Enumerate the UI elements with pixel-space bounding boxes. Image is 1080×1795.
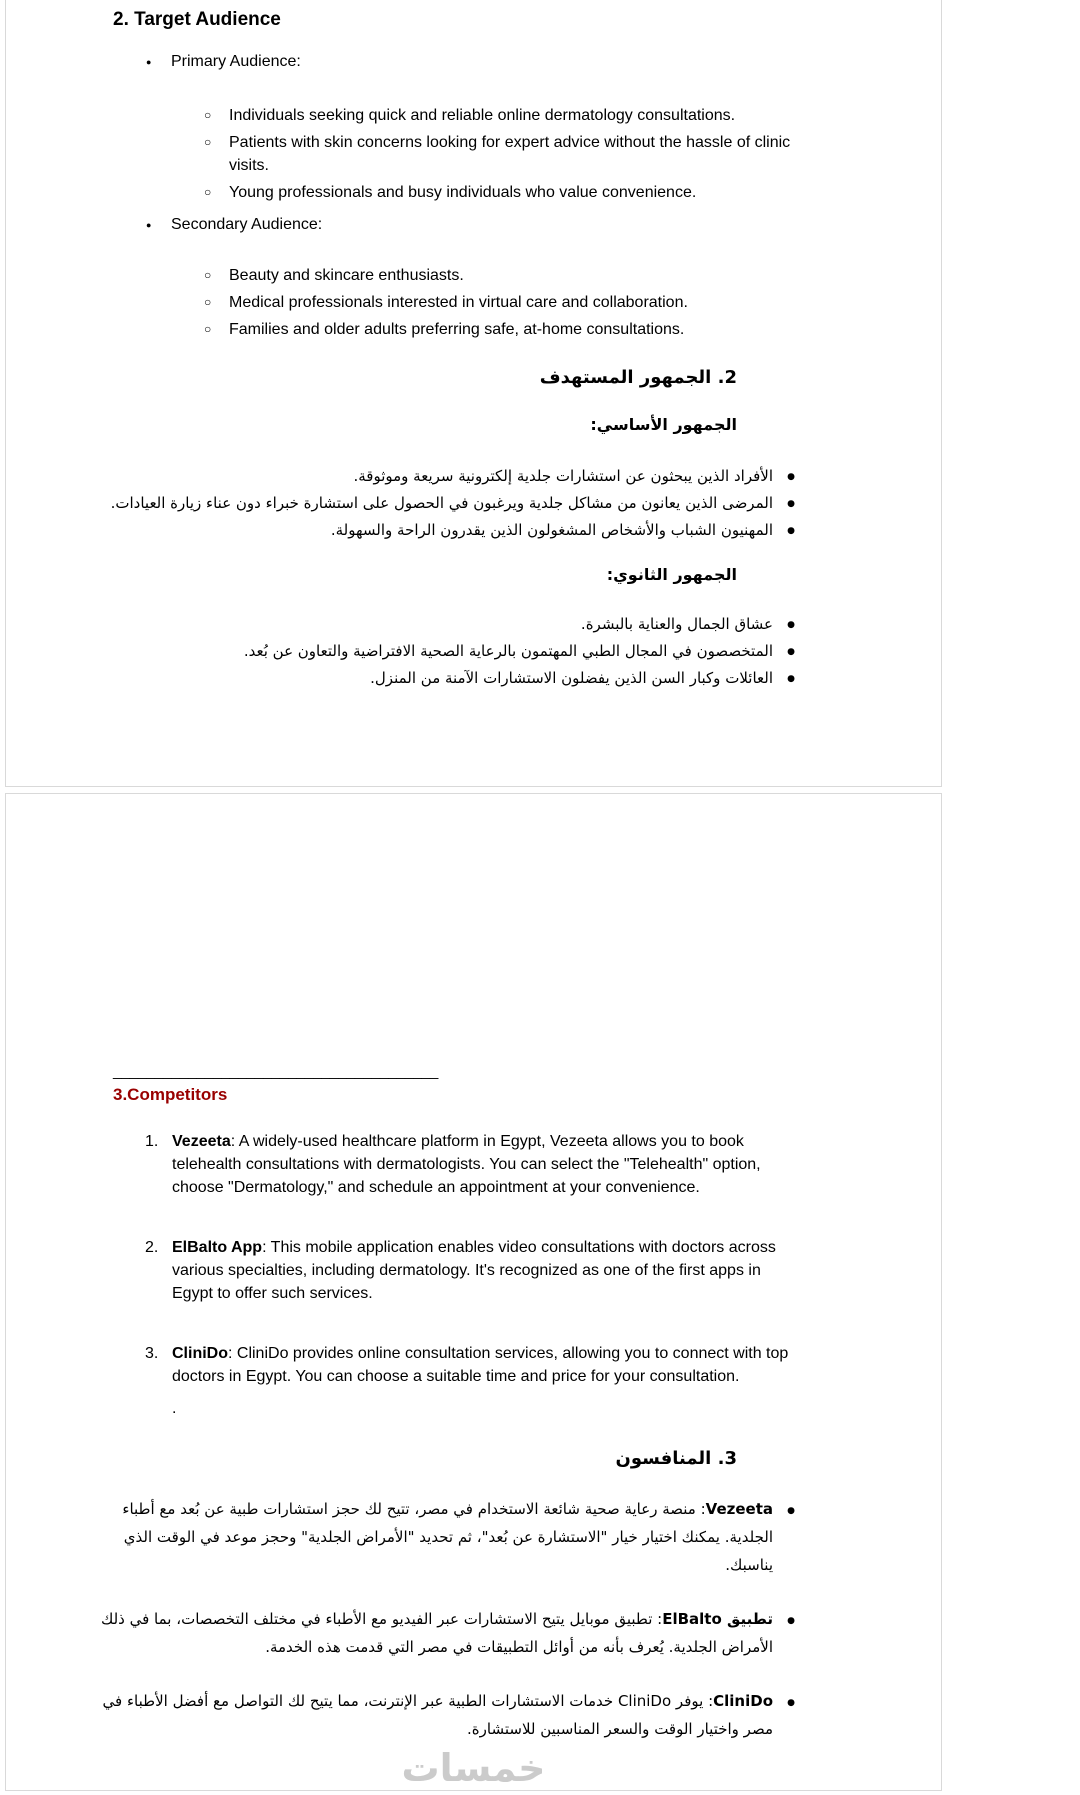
list-number: 1. xyxy=(145,1133,159,1150)
document-page-1 xyxy=(5,0,942,787)
competitors-list-ar xyxy=(96,1495,797,1743)
competitor-text xyxy=(172,1342,801,1420)
list-number: 2. xyxy=(145,1239,159,1256)
competitor-item-ar xyxy=(96,1687,797,1743)
list-number: 3. xyxy=(145,1345,159,1362)
competitor-item xyxy=(145,1236,801,1305)
competitor-name-ar: CliniDo xyxy=(713,1692,773,1710)
primary-audience-sublist xyxy=(204,104,811,204)
section-divider-line: _______________________________________ xyxy=(113,1063,439,1080)
competitor-desc-ar: : منصة رعاية صحية شائعة الاستخدام في مصر، تتيح لك حجز استشارات طبية عن بُعد مع أطباء الجلدية. يمكنك اختيار خيار "الاستشارة عن بُعد"، ثم تحديد "الأمراض الجلدية" وحجز موعد في الوقت الذي يناسبك. xyxy=(122,1500,773,1574)
audience-item: ○ Medical professionals interested in virtual care and collaboration. xyxy=(204,291,811,314)
secondary-audience-sublist xyxy=(204,264,811,341)
document-page-2 xyxy=(5,793,942,1791)
secondary-audience-list-ar xyxy=(106,611,797,692)
competitor-item xyxy=(145,1342,801,1420)
competitor-desc: : This mobile application enables video consultations with doctors across various specialties, including dermatology. It's recognized as one of the first apps in Egypt to offer such services. xyxy=(172,1239,776,1302)
audience-item: ○ Patients with skin concerns looking for expert advice without the hassle of clinic visits. xyxy=(204,131,811,177)
secondary-audience-label-ar: الجمهور الثانوي: xyxy=(606,565,737,584)
target-audience-heading: 2. Target Audience xyxy=(113,9,281,30)
audience-item: ○ Beauty and skincare enthusiasts. xyxy=(204,264,811,287)
competitor-name-ar: Vezeeta xyxy=(705,1500,773,1518)
competitor-desc-ar: : يوفر CliniDo خدمات الاستشارات الطبية عبر الإنترنت، مما يتيح لك التواصل مع أفضل الأطباء في مصر واختيار الوقت والسعر المناسبين للاستشارة. xyxy=(102,1692,773,1738)
competitor-desc: : CliniDo provides online consultation services, allowing you to connect with top doctors in Egypt. You can choose a suitable time and price for your consultation. xyxy=(172,1345,789,1385)
competitor-item-ar xyxy=(96,1495,797,1579)
competitor-name: Vezeeta xyxy=(172,1133,231,1150)
competitors-heading-ar: 3. المنافسون xyxy=(615,1448,737,1469)
competitor-item-ar xyxy=(96,1605,797,1661)
primary-audience-list-ar xyxy=(106,463,797,544)
competitor-desc: : A widely-used healthcare platform in Egypt, Vezeeta allows you to book telehealth consultations with dermatologists. You can select the "Telehealth" option, choose "Dermatology," and schedule an appointment at your convenience. xyxy=(172,1133,761,1196)
target-audience-heading-ar: 2. الجمهور المستهدف xyxy=(539,367,737,388)
competitor-text xyxy=(172,1236,801,1305)
competitor-name-ar: تطبيق ElBalto xyxy=(662,1610,773,1628)
competitors-heading: 3.Competitors xyxy=(113,1085,228,1104)
competitor-text xyxy=(172,1130,801,1199)
primary-audience-label-ar: الجمهور الأساسي: xyxy=(590,415,737,434)
audience-item-ar: ● عشاق الجمال والعناية بالبشرة. xyxy=(106,611,797,638)
khamsat-watermark-logo: خمسات xyxy=(401,1746,546,1790)
competitor-item xyxy=(145,1130,801,1199)
secondary-audience-list xyxy=(145,213,941,236)
audience-item-ar: ● العائلات وكبار السن الذين يفضلون الاستشارات الآمنة من المنزل. xyxy=(106,665,797,692)
audience-item-ar: ● المهنيون الشباب والأشخاص المشغولون الذين يقدرون الراحة والسهولة. xyxy=(106,517,797,544)
audience-item-ar: ● الأفراد الذين يبحثون عن استشارات جلدية إلكترونية سريعة وموثوقة. xyxy=(106,463,797,490)
audience-item-ar: ● المتخصصون في المجال الطبي المهتمون بالرعاية الصحية الافتراضية والتعاون عن بُعد. xyxy=(106,638,797,665)
stray-period: . xyxy=(172,1400,177,1417)
competitor-name: ElBalto App xyxy=(172,1239,263,1256)
primary-audience-label: ● Primary Audience: xyxy=(145,50,941,73)
audience-item: ○ Families and older adults preferring safe, at-home consultations. xyxy=(204,318,811,341)
secondary-audience-label: ● Secondary Audience: xyxy=(145,213,941,236)
audience-item: ○ Young professionals and busy individuals who value convenience. xyxy=(204,181,811,204)
competitors-list xyxy=(145,1130,801,1420)
primary-audience-list xyxy=(145,50,941,73)
competitor-name: CliniDo xyxy=(172,1345,228,1362)
competitor-desc-ar: : تطبيق موبايل يتيح الاستشارات عبر الفيديو مع الأطباء في مختلف التخصصات، بما في ذلك الأمراض الجلدية. يُعرف بأنه من أوائل التطبيقات في مصر التي قدمت هذه الخدمة. xyxy=(100,1610,773,1656)
audience-item: ○ Individuals seeking quick and reliable online dermatology consultations. xyxy=(204,104,811,127)
audience-item-ar: ● المرضى الذين يعانون من مشاكل جلدية ويرغبون في الحصول على استشارة خبراء دون عناء زيارة العيادات. xyxy=(106,490,797,517)
